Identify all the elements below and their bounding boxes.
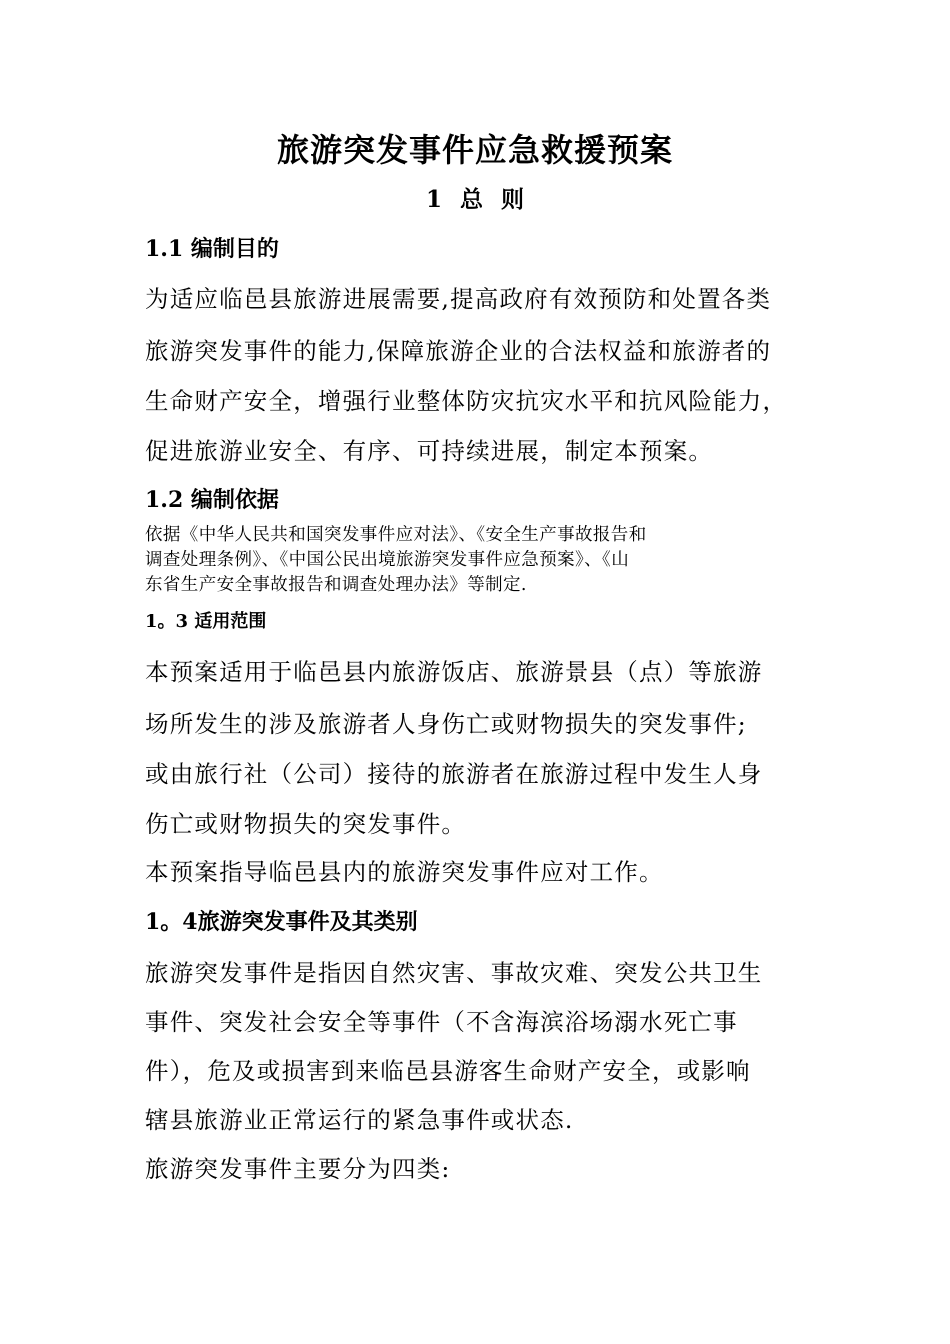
paragraph-line: 件），危及或损害到来临邑县游客生命财产安全，或影响 — [145, 1057, 751, 1085]
paragraph-line: 生命财产安全，增强行业整体防灾抗灾水平和抗风险能力， — [145, 387, 788, 415]
paragraph-line: 旅游突发事件是指因自然灾害、事故灾难、突发公共卫生 — [145, 959, 763, 987]
section-heading-1-2: 1.2 编制依据 — [145, 487, 279, 513]
chapter-heading: 1 总 则 — [425, 186, 525, 213]
paragraph-line: 本预案适用于临邑县内旅游饭店、旅游景县（点）等旅游 — [145, 658, 763, 686]
section-heading-1-4: 1。4旅游突发事件及其类别 — [145, 909, 418, 935]
paragraph-line: 或由旅行社（公司）接待的旅游者在旅游过程中发生人身 — [145, 760, 763, 788]
paragraph-line: 调查处理条例》、《中国公民出境旅游突发事件应急预案》、《山 — [145, 550, 630, 570]
paragraph-line: 为适应临邑县旅游进展需要,提高政府有效预防和处置各类 — [145, 285, 772, 313]
section-heading-1-1: 1.1 编制目的 — [145, 236, 279, 262]
paragraph-line: 场所发生的涉及旅游者人身伤亡或财物损失的突发事件; — [145, 710, 747, 738]
paragraph-line: 旅游突发事件的能力,保障旅游企业的合法权益和旅游者的 — [145, 337, 772, 365]
paragraph-line: 旅游突发事件主要分为四类: — [145, 1155, 451, 1183]
section-heading-1-3: 1。3 适用范围 — [145, 611, 267, 632]
paragraph-line: 促进旅游业安全、有序、可持续进展，制定本预案。 — [145, 437, 714, 465]
paragraph-line: 伤亡或财物损失的突发事件。 — [145, 810, 467, 838]
document-title: 旅游突发事件应急救援预案 — [276, 131, 673, 169]
paragraph-line: 本预案指导临邑县内的旅游突发事件应对工作。 — [145, 858, 664, 886]
paragraph-line: 依据《中华人民共和国突发事件应对法》、《安全生产事故报告和 — [145, 525, 647, 545]
paragraph-line: 东省生产安全事故报告和调查处理办法》等制定. — [145, 575, 527, 595]
paragraph-line: 辖县旅游业正常运行的紧急事件或状态. — [145, 1106, 574, 1134]
paragraph-line: 事件、突发社会安全等事件（不含海滨浴场溺水死亡事 — [145, 1008, 738, 1036]
